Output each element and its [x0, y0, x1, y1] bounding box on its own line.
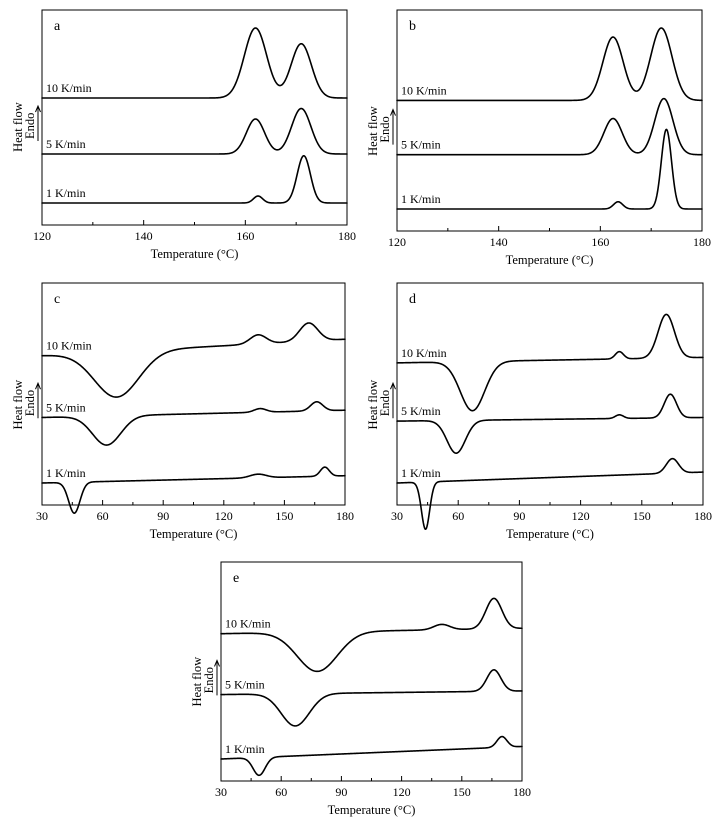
x-tick-label: 180	[336, 509, 354, 523]
endo-label: Endo	[202, 667, 216, 694]
panel-label: b	[409, 19, 416, 34]
x-tick-label: 120	[214, 509, 233, 523]
series-label: 10 K/min	[225, 616, 271, 631]
series-label: 5 K/min	[46, 137, 86, 151]
x-tick-label: 160	[236, 229, 255, 243]
endo-label: Endo	[23, 389, 37, 417]
series-line	[221, 737, 522, 776]
series-label: 5 K/min	[401, 137, 441, 152]
x-tick-label: 120	[571, 509, 590, 523]
x-tick-label: 150	[632, 509, 651, 523]
x-tick-label: 30	[215, 785, 227, 799]
x-tick-label: 140	[134, 229, 153, 243]
series-label: 1 K/min	[401, 466, 441, 480]
y-axis-label: Heat flow	[366, 379, 380, 430]
x-axis-label: Temperature (°C)	[149, 527, 238, 541]
x-tick-label: 90	[335, 785, 348, 799]
x-tick-label: 180	[694, 509, 712, 523]
x-tick-label: 120	[392, 785, 411, 799]
x-tick-label: 150	[452, 785, 471, 799]
y-axis-label: Heat flow	[11, 379, 25, 430]
series-line	[221, 598, 522, 671]
x-axis-label: Temperature (°C)	[505, 253, 594, 267]
panel-label: c	[54, 292, 61, 307]
x-axis-label: Temperature (°C)	[327, 803, 416, 817]
series-label: 5 K/min	[225, 677, 265, 692]
endo-label: Endo	[378, 389, 392, 417]
x-tick-label: 120	[388, 235, 406, 249]
x-tick-label: 150	[275, 509, 294, 523]
series-label: 1 K/min	[401, 192, 441, 206]
series-label: 1 K/min	[46, 466, 86, 480]
y-axis-label: Heat flow	[366, 106, 380, 156]
x-tick-label: 30	[36, 509, 48, 523]
series-label: 10 K/min	[46, 81, 92, 95]
x-tick-label: 30	[391, 509, 403, 523]
panel-label: e	[233, 571, 240, 586]
series-line	[221, 670, 522, 726]
series-label: 1 K/min	[46, 186, 86, 200]
x-tick-label: 90	[513, 509, 526, 523]
x-tick-label: 60	[275, 785, 288, 799]
endo-label: Endo	[23, 112, 37, 139]
series-label: 5 K/min	[401, 404, 441, 419]
y-axis-label: Heat flow	[190, 656, 204, 707]
panel-label: d	[409, 292, 416, 307]
series-label: 1 K/min	[225, 742, 265, 756]
x-tick-label: 160	[591, 235, 610, 249]
x-axis-label: Temperature (°C)	[150, 247, 239, 261]
series-label: 10 K/min	[401, 83, 447, 98]
x-tick-label: 140	[489, 235, 508, 249]
x-tick-label: 180	[513, 785, 531, 799]
series-label: 10 K/min	[401, 345, 447, 360]
endo-label: Endo	[378, 116, 392, 143]
x-tick-label: 180	[338, 229, 356, 243]
series-label: 10 K/min	[46, 338, 92, 353]
panel-label: a	[54, 19, 61, 34]
x-axis-label: Temperature (°C)	[506, 527, 594, 541]
x-tick-label: 60	[96, 509, 109, 523]
x-tick-label: 90	[157, 509, 170, 523]
x-tick-label: 180	[693, 235, 711, 249]
series-label: 5 K/min	[46, 400, 86, 415]
x-tick-label: 60	[452, 509, 465, 523]
x-tick-label: 120	[33, 229, 51, 243]
y-axis-label: Heat flow	[11, 102, 25, 152]
